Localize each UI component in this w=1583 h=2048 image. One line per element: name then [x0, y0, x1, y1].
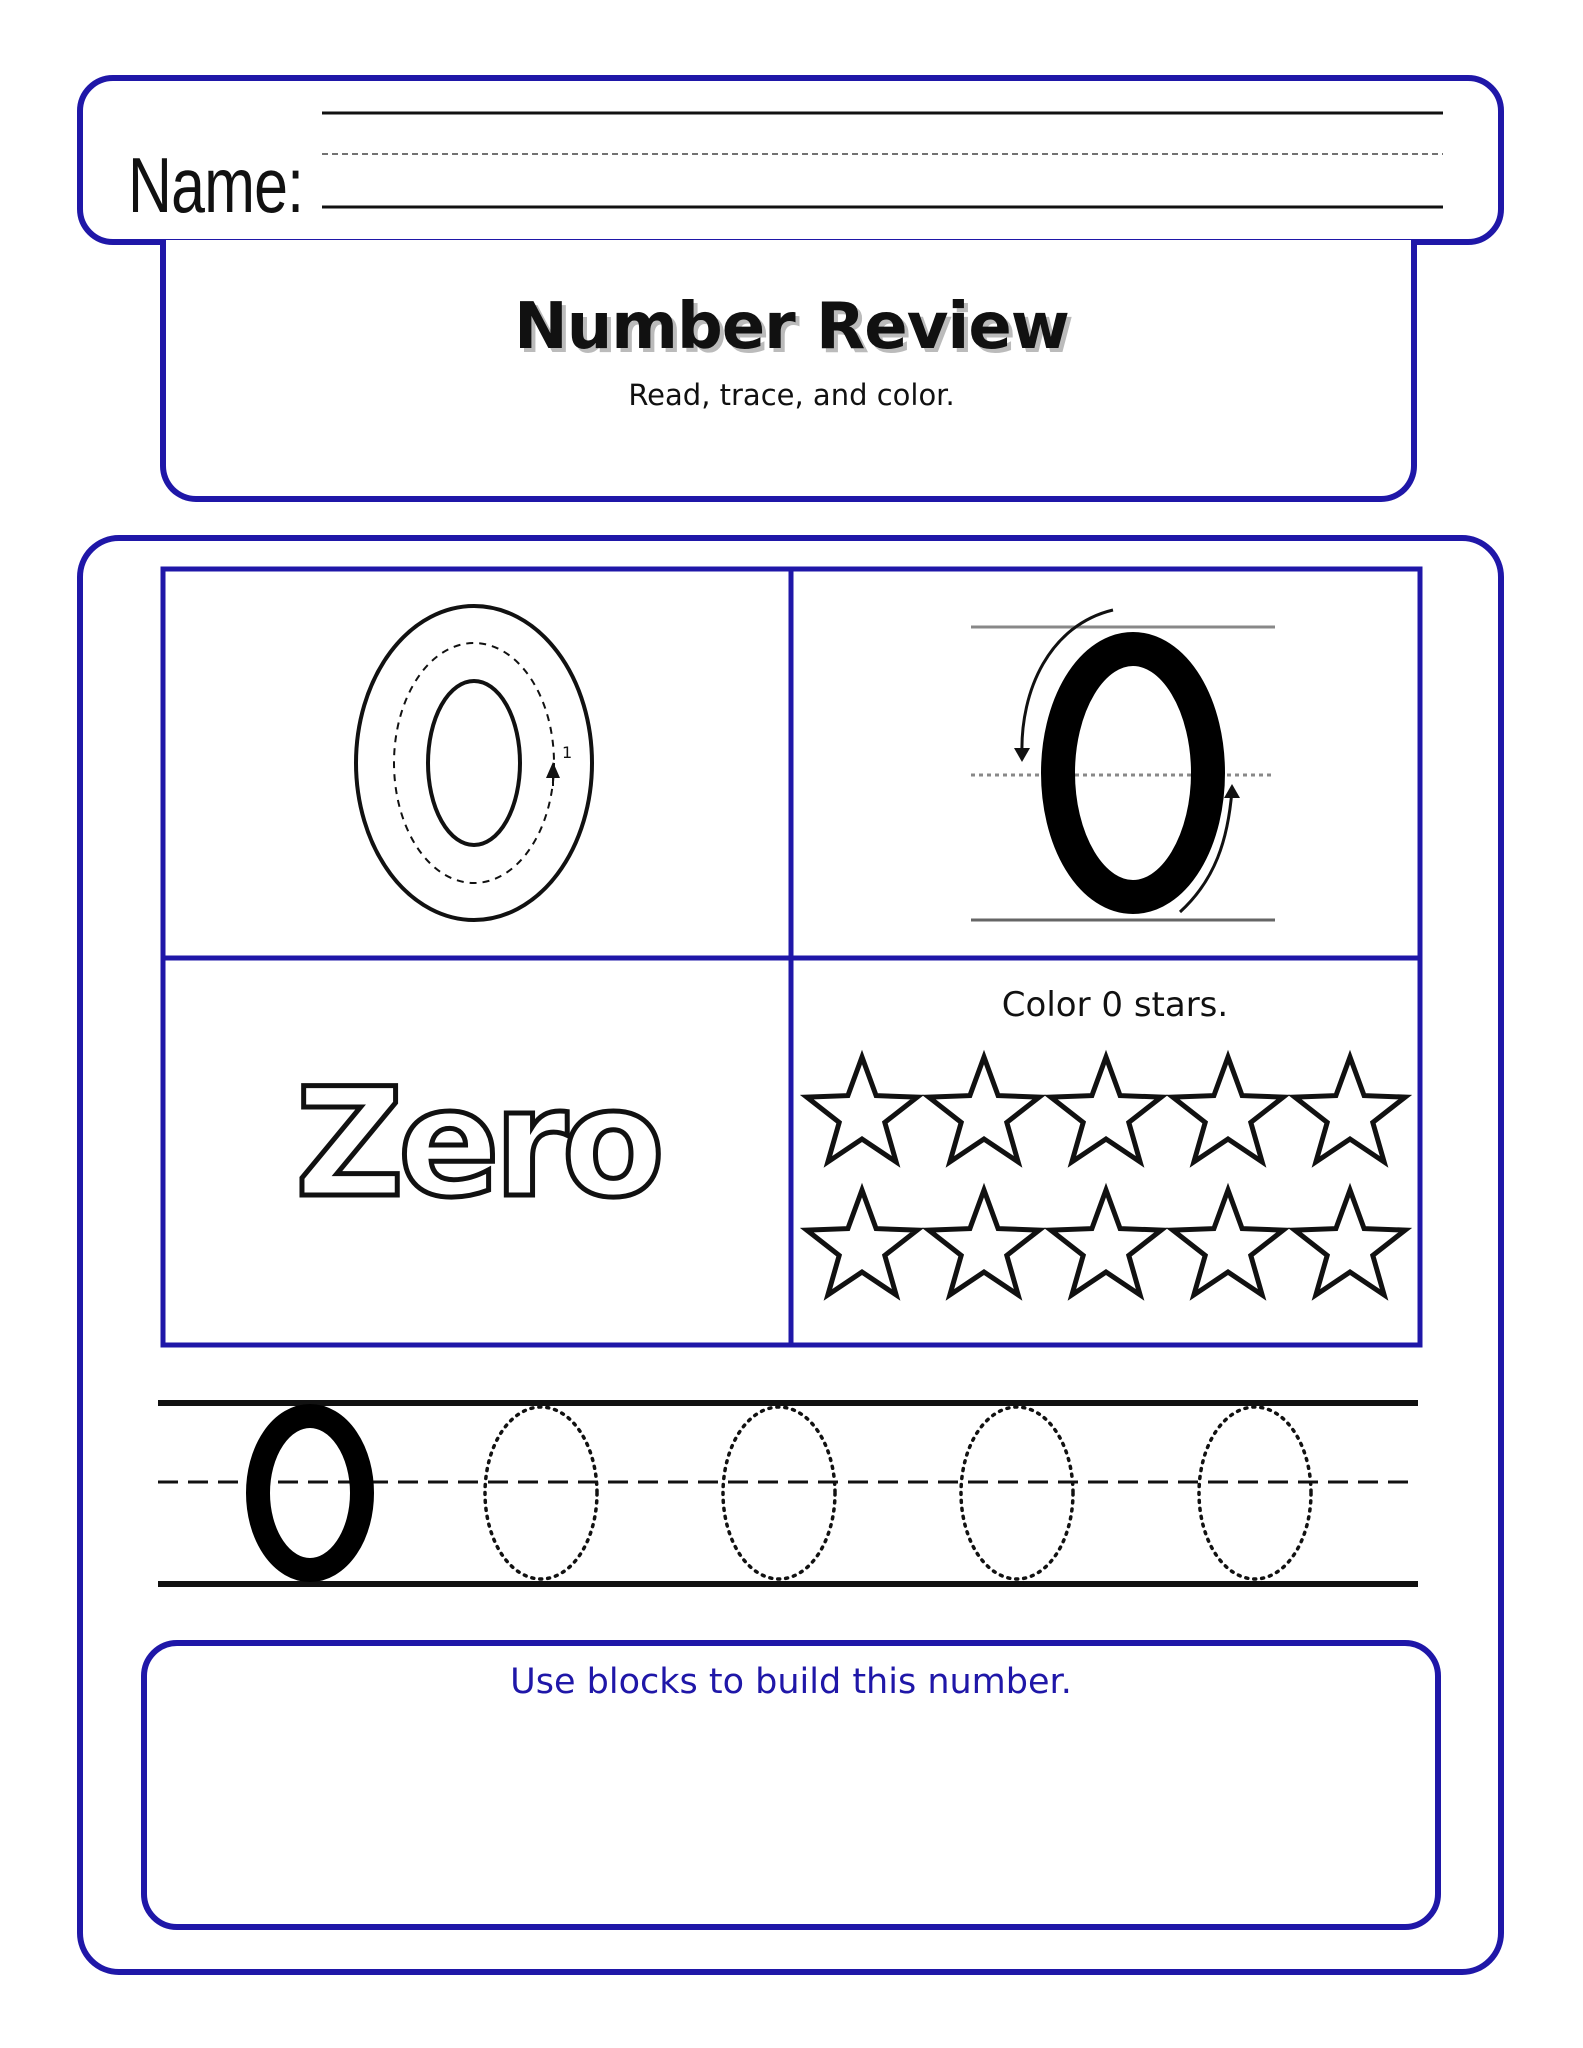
name-label: Name: [128, 141, 304, 229]
number-word-outline [295, 1057, 659, 1231]
number-word: Zero [295, 1057, 659, 1231]
trace-zero[interactable] [1199, 1407, 1311, 1579]
trace-zero[interactable] [485, 1407, 597, 1579]
guided-zero-figure [971, 610, 1275, 920]
trace-zero[interactable] [961, 1407, 1073, 1579]
page-title: Number Review [514, 290, 1069, 364]
name-writing-lines[interactable] [322, 113, 1443, 207]
stroke-order-number: 1 [562, 743, 573, 762]
blocks-instruction: Use blocks to build this number. [510, 1662, 1072, 1702]
trace-arrow-icon [546, 762, 560, 778]
trace-zero[interactable] [723, 1407, 835, 1579]
stars-instruction: Color 0 stars. [1001, 985, 1229, 1025]
star-icon[interactable] [807, 1190, 917, 1295]
trace-zeros[interactable] [485, 1407, 1311, 1579]
practice-solid-zero [258, 1416, 362, 1570]
star-icon[interactable] [1295, 1057, 1405, 1162]
star-icon[interactable] [807, 1057, 917, 1162]
page-subtitle: Read, trace, and color. [628, 378, 955, 412]
star-icon[interactable] [929, 1057, 1039, 1162]
star-icon[interactable] [929, 1190, 1039, 1295]
star-icon[interactable] [1295, 1190, 1405, 1295]
star-icon[interactable] [1173, 1057, 1283, 1162]
star-icon[interactable] [1051, 1057, 1161, 1162]
star-icon[interactable] [1173, 1190, 1283, 1295]
stars-grid[interactable] [807, 1057, 1405, 1295]
star-icon[interactable] [1051, 1190, 1161, 1295]
outline-zero-figure [356, 606, 592, 920]
